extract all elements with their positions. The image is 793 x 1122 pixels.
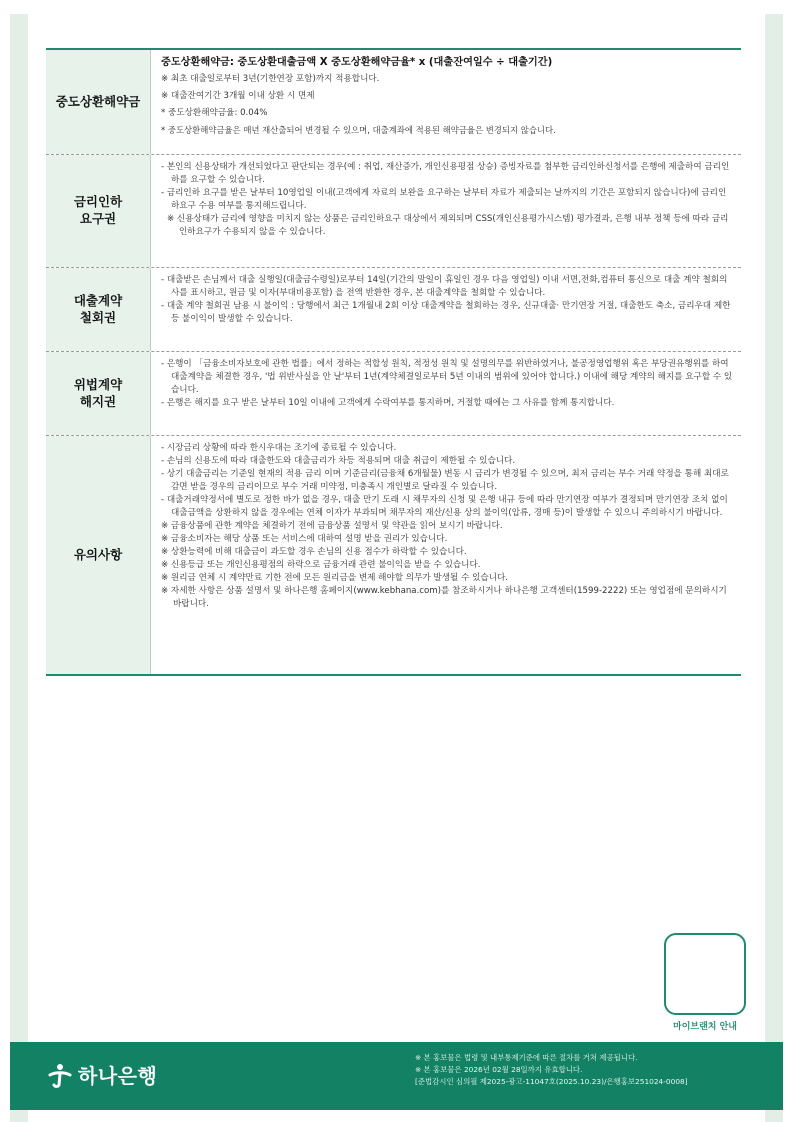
section-label-rate-cut: 금리인하 요구권 xyxy=(46,155,151,267)
mybranch-label: 마이브랜치 안내 xyxy=(673,1022,737,1032)
footer-note-2: ※ 본 홍보물은 2026년 02월 28일까지 유효합니다. xyxy=(415,1065,583,1074)
rate-cut-item-1: - 본인의 신용상태가 개선되었다고 판단되는 경우(예 : 취업, 재산증가, 개인신용평점 상승) 증빙자료를 첨부한 금리인하신청서를 은행에 제출하여 금리인하를 요구할 수 있습니다. xyxy=(161,162,730,185)
caution-note-6: ※ 자세한 사항은 상품 설명서 및 하나은행 홈페이지(www.kebhana.com)를 참조하시거나 하나은행 고객센터(1599-2222) 또는 영업점에 문의하시기 바랍니다. xyxy=(161,586,727,609)
footer-band xyxy=(10,1042,783,1110)
illegal-item-1: - 은행이 「금융소비자보호에 관한 법률」에서 정하는 적합성 원칙, 적정성 원칙 및 설명의무를 위반하였거나, 불공정영업행위 혹은 부당권유행위를 하여 대출계약을 체결한 경우, '법 위반사실을 안 날'부터 1년(계약체결일로부터 5년 이내의 범위에 있어야 합니다.) 이내에 해당 계약의 해지를 요구할 수 있습니다. xyxy=(161,359,733,395)
early-repayment-note-1: ※ 최초 대출일로부터 3년(기한연장 포함)까지 적용합니다. xyxy=(161,74,380,84)
hana-logo-icon xyxy=(46,1061,74,1089)
caution-note-2: ※ 금융소비자는 해당 상품 또는 서비스에 대하여 설명 받을 권리가 있습니다. xyxy=(161,534,448,544)
early-repayment-formula: 중도상환해약금: 중도상환대출금액 X 중도상환해약금율* x (대출잔여일수 ÷ 대출기간) xyxy=(161,57,553,68)
caution-item-2: - 손님의 신용도에 따라 대출한도와 대출금리가 차등 적용되며 대출 취급이 제한될 수 있습니다. xyxy=(161,456,516,466)
section-rate-cut xyxy=(46,155,741,268)
section-label-caution: 유의사항 xyxy=(46,436,151,674)
illegal-item-2: - 은행은 해지를 요구 받은 날부터 10일 이내에 고객에게 수락여부를 통지하며, 거절할 때에는 그 사유를 함께 통지합니다. xyxy=(161,398,615,408)
early-repayment-rate: * 중도상환해약금율: 0.04% xyxy=(161,108,268,118)
caution-note-3: ※ 상환능력에 비해 대출금이 과도할 경우 손님의 신용 점수가 하락할 수 있습니다. xyxy=(161,547,467,557)
section-body-early-repayment xyxy=(151,50,741,154)
table-bottom-rule xyxy=(46,674,741,676)
section-withdrawal xyxy=(46,268,741,352)
caution-item-4: - 대출거래약정서에 별도로 정한 바가 없을 경우, 대출 만기 도래 시 채무자의 신청 및 은행 내규 등에 따라 만기연장 여부가 결정되며 만기연장 조치 없이 대출금액을 상환하지 않을 경우에는 연체 이자가 부과되며 채무자의 재산/신용 상의 불이익(압류, 경매 등)이 발생할 수 있으니 주의하시기 바랍니다. xyxy=(161,495,728,518)
section-label-illegal-contract: 위법계약 해지권 xyxy=(46,352,151,435)
withdrawal-item-1: - 대출받은 손님께서 대출 실행일(대출금수령일)로부터 14일(기간의 말일이 휴일인 경우 다음 영업일) 이내 서면,전화,컴퓨터 통신으로 대출 계약 철회의사를 표시하고, 원금 및 이자(부대비용포함) 을 전액 반환한 경우, 본 대출계약을 철회할 수 있습니다. xyxy=(161,275,728,298)
right-margin-band xyxy=(765,14,783,1122)
hana-logo-text: 하나은행 xyxy=(78,1064,158,1088)
caution-note-1: ※ 금융상품에 관한 계약을 체결하기 전에 금융상품 설명서 및 약관을 읽어 보시기 바랍니다. xyxy=(161,521,503,531)
section-body-rate-cut xyxy=(151,155,741,267)
section-label-withdrawal: 대출계약 철회권 xyxy=(46,268,151,351)
hana-bank-logo xyxy=(46,1060,157,1089)
mybranch-qr-box[interactable] xyxy=(664,933,746,1015)
footer-note-1: ※ 본 홍보물은 법령 및 내부통제기준에 따른 절차를 거쳐 제공됩니다. xyxy=(415,1053,638,1062)
rate-cut-note: ※ 신용상태가 금리에 영향을 미치지 않는 상품은 금리인하요구 대상에서 제외되며 CSS(개인신용평가시스템) 평가결과, 은행 내부 정책 등에 따라 금리인하요구가 수용되지 않을 수 있습니다. xyxy=(167,214,729,237)
footer-note-3: [준법감시인 심의필 제2025-광고-11047호(2025.10.23)/은행홍보251024-0008] xyxy=(415,1077,688,1086)
caution-note-4: ※ 신용등급 또는 개인신용평점의 하락으로 금융거래 관련 불이익을 받을 수 있습니다. xyxy=(161,560,481,570)
section-body-caution xyxy=(151,436,741,674)
early-repayment-note-2: ※ 대출잔여기간 3개월 이내 상환 시 면제 xyxy=(161,91,315,101)
section-illegal-contract xyxy=(46,352,741,436)
caution-item-1: - 시장금리 상황에 따라 한시우대는 조기에 종료될 수 있습니다. xyxy=(161,443,397,453)
section-label-early-repayment: 중도상환해약금 xyxy=(46,50,151,154)
caution-note-5: ※ 원리금 연체 시 계약만료 기한 전에 모든 원리금을 변제 해야할 의무가 발생될 수 있습니다. xyxy=(161,573,509,583)
left-margin-band xyxy=(10,14,28,1122)
caution-item-3: - 상기 대출금리는 기준일 현재의 적용 금리 이며 기준금리(금융채 6개월물) 변동 시 금리가 변경될 수 있으며, 최저 금리는 부수 거래 약정을 통해 최대로 감면 받을 경우의 금리이므로 부수 거래 미약정, 미충족시 개인별로 달라질 수 있습니다. xyxy=(161,469,729,492)
section-caution xyxy=(46,436,741,674)
early-repayment-rate-note: * 중도상환해약금율은 매년 재산출되어 변경될 수 있으며, 대출계좌에 적용된 해약금율은 변경되지 않습니다. xyxy=(161,125,556,135)
section-early-repayment xyxy=(46,50,741,155)
section-body-withdrawal xyxy=(151,268,741,351)
withdrawal-item-2: - 대출 계약 철회권 남용 시 불이익 : 당행에서 최근 1개월내 2회 이상 대출계약을 철회하는 경우, 신규대출· 만기연장 거절, 대출한도 축소, 금리우대 제한 등 불이익이 발생할 수 있습니다. xyxy=(161,301,731,324)
terms-table xyxy=(46,48,741,676)
footer-notices xyxy=(415,1052,755,1088)
section-body-illegal-contract xyxy=(151,352,741,435)
rate-cut-item-2: - 금리인하 요구를 받은 날부터 10영업일 이내(고객에게 자료의 보완을 요구하는 날부터 자료가 제출되는 날까지의 기간은 포함되지 않습니다)에 금리인하요구 수용 여부를 통지해드립니다. xyxy=(161,188,727,211)
